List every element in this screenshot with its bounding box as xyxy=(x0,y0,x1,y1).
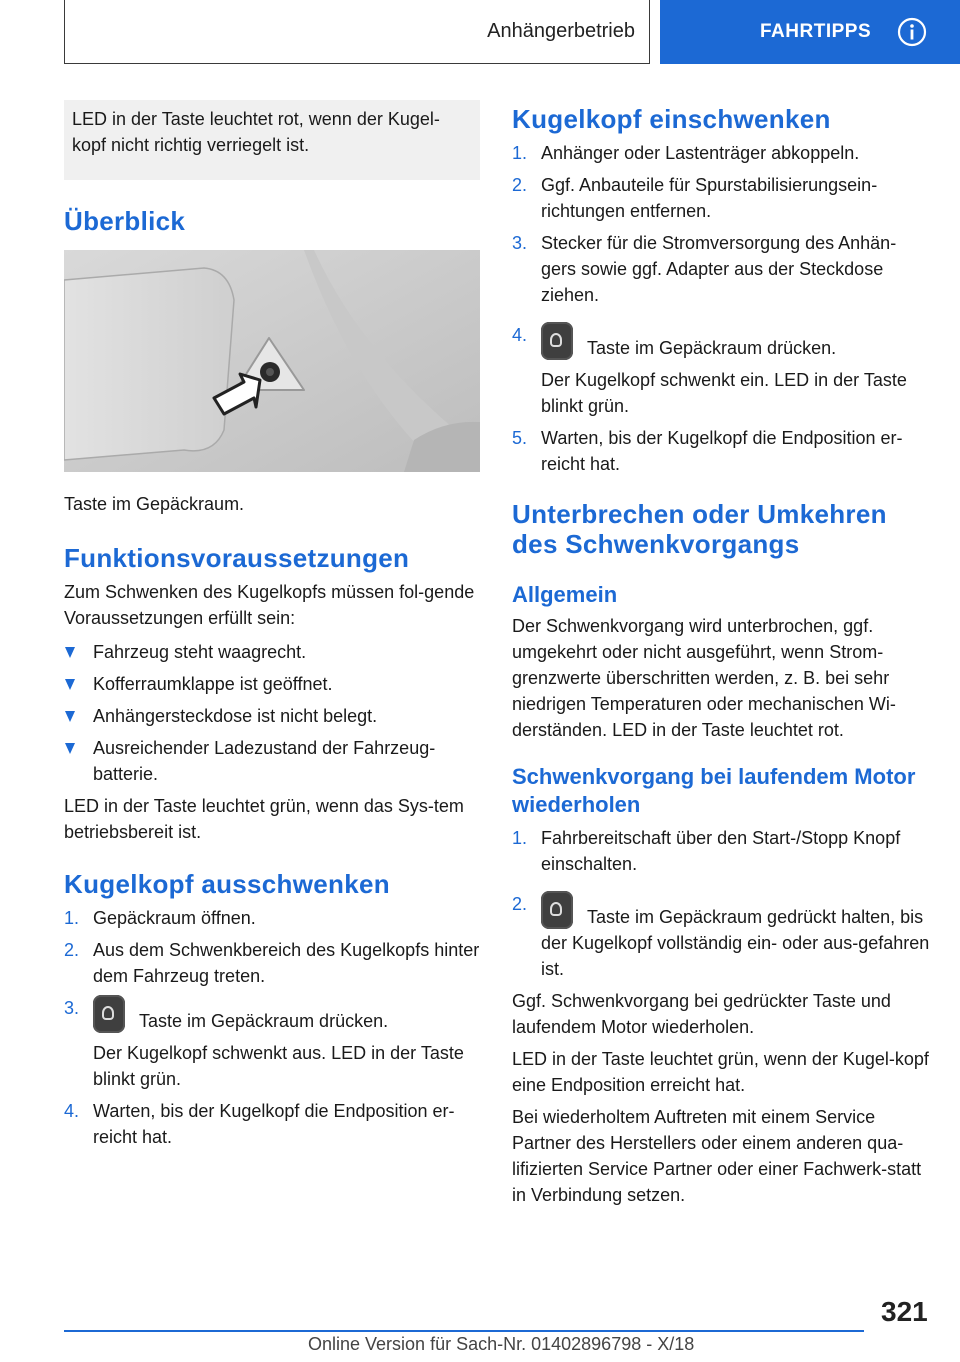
repeat-heading: Schwenkvorgang bei laufendem Motor wiederholen xyxy=(512,764,916,817)
footer-divider xyxy=(64,1330,864,1332)
list-item: 2. Ggf. Anbauteile für Spurstabilisierungsein-richtungen entfernen. xyxy=(512,175,878,221)
repeat-steps xyxy=(512,825,930,982)
repeat-paragraph-1: Ggf. Schwenkvorgang bei gedrückter Taste und laufendem Motor wiederholen. xyxy=(512,991,891,1037)
list-item: 2. Aus dem Schwenkbereich des Kugelkopfs hinter dem Fahrzeug treten. xyxy=(64,940,480,986)
triangle-bullet-icon xyxy=(65,711,75,722)
swing-in-steps xyxy=(512,140,930,477)
overview-heading: Überblick xyxy=(64,206,186,236)
info-icon xyxy=(896,16,928,48)
list-item: 5. Warten, bis der Kugelkopf die Endposition er-reicht hat. xyxy=(512,428,903,474)
general-text: Der Schwenkvorgang wird unterbrochen, ggf. umgekehrt oder nicht ausgeführt, wenn Strom-grenzwerte überschritten werden, z. B. bei sehr niedrigen Temperaturen oder mechanischen Wi-derständen. LED in der Taste leuchtet rot. xyxy=(512,616,896,740)
swing-out-steps xyxy=(64,905,482,1150)
list-item: Kofferraumklappe ist geöffnet. xyxy=(64,671,482,697)
note-text: LED in der Taste leuchtet rot, wenn der Kugel-kopf nicht richtig verriegelt ist. xyxy=(72,109,440,155)
list-item: 4. Warten, bis der Kugelkopf die Endposition er-reicht hat. xyxy=(64,1101,455,1147)
list-item: 1. Anhänger oder Lastenträger abkoppeln. xyxy=(512,143,860,163)
figure-caption: Taste im Gepäckraum. xyxy=(64,494,245,514)
requirements-heading: Funktionsvoraussetzungen xyxy=(64,543,410,573)
triangle-bullet-icon xyxy=(65,743,75,754)
swing-out-heading: Kugelkopf ausschwenken xyxy=(64,869,390,899)
list-item: 2. Taste im Gepäckraum gedrückt halten, bis der Kugelkopf vollständig ein- oder aus-gefahren ist. xyxy=(512,891,930,982)
list-item: 1. Gepäckraum öffnen. xyxy=(64,908,256,928)
trunk-button-figure xyxy=(64,250,480,472)
list-item: 1. Fahrbereitschaft über den Start-/Stopp Knopf einschalten. xyxy=(512,828,901,874)
chapter-tab[interactable] xyxy=(660,0,960,64)
requirements-intro: Zum Schwenken des Kugelkopfs müssen fol-gende Voraussetzungen erfüllt sein: xyxy=(64,582,475,628)
requirements-note: LED in der Taste leuchtet grün, wenn das Sys-tem betriebsbereit ist. xyxy=(64,796,464,842)
general-heading: Allgemein xyxy=(512,582,618,607)
list-item: 4. Taste im Gepäckraum drücken. Der Kugelkopf schwenkt ein. LED in der Taste blinkt grün. xyxy=(512,322,930,419)
triangle-bullet-icon xyxy=(65,679,75,690)
online-version-text: Online Version für Sach-Nr. 01402896798 - X/18 xyxy=(308,1334,695,1354)
repeat-paragraph-2: LED in der Taste leuchtet grün, wenn der Kugel-kopf eine Endposition erreicht hat. xyxy=(512,1049,929,1095)
list-item: 3. Taste im Gepäckraum drücken. Der Kugelkopf schwenkt aus. LED in der Taste blinkt grün. xyxy=(64,995,482,1092)
trailer-hitch-button-icon xyxy=(541,322,573,360)
page-header xyxy=(0,0,960,66)
interrupt-heading: Unterbrechen oder Umkehren des Schwenkvorgangs xyxy=(512,499,887,559)
triangle-bullet-icon xyxy=(65,647,75,658)
page-number: 321 xyxy=(881,1296,928,1327)
list-item: Fahrzeug steht waagrecht. xyxy=(64,639,482,665)
chapter-title: FAHRTIPPS xyxy=(760,21,872,42)
swing-in-heading: Kugelkopf einschwenken xyxy=(512,104,831,134)
repeat-paragraph-3: Bei wiederholtem Auftreten mit einem Service Partner des Herstellers oder einem anderen qua-lifizierten Service Partner oder einer Fachwerk-statt in Verbindung setzen. xyxy=(512,1107,922,1205)
requirements-list xyxy=(64,639,482,787)
trailer-hitch-button-icon xyxy=(541,891,573,929)
left-column xyxy=(64,100,482,1156)
list-item: Ausreichender Ladezustand der Fahrzeug-batterie. xyxy=(64,735,482,787)
right-column xyxy=(512,100,930,1208)
note-box xyxy=(64,100,480,180)
list-item: Anhängersteckdose ist nicht belegt. xyxy=(64,703,482,729)
trailer-hitch-button-icon xyxy=(93,995,125,1033)
list-item: 3. Stecker für die Stromversorgung des Anhän-gers sowie ggf. Adapter aus der Steckdose ziehen. xyxy=(512,233,897,305)
section-title: Anhängerbetrieb xyxy=(64,0,650,64)
